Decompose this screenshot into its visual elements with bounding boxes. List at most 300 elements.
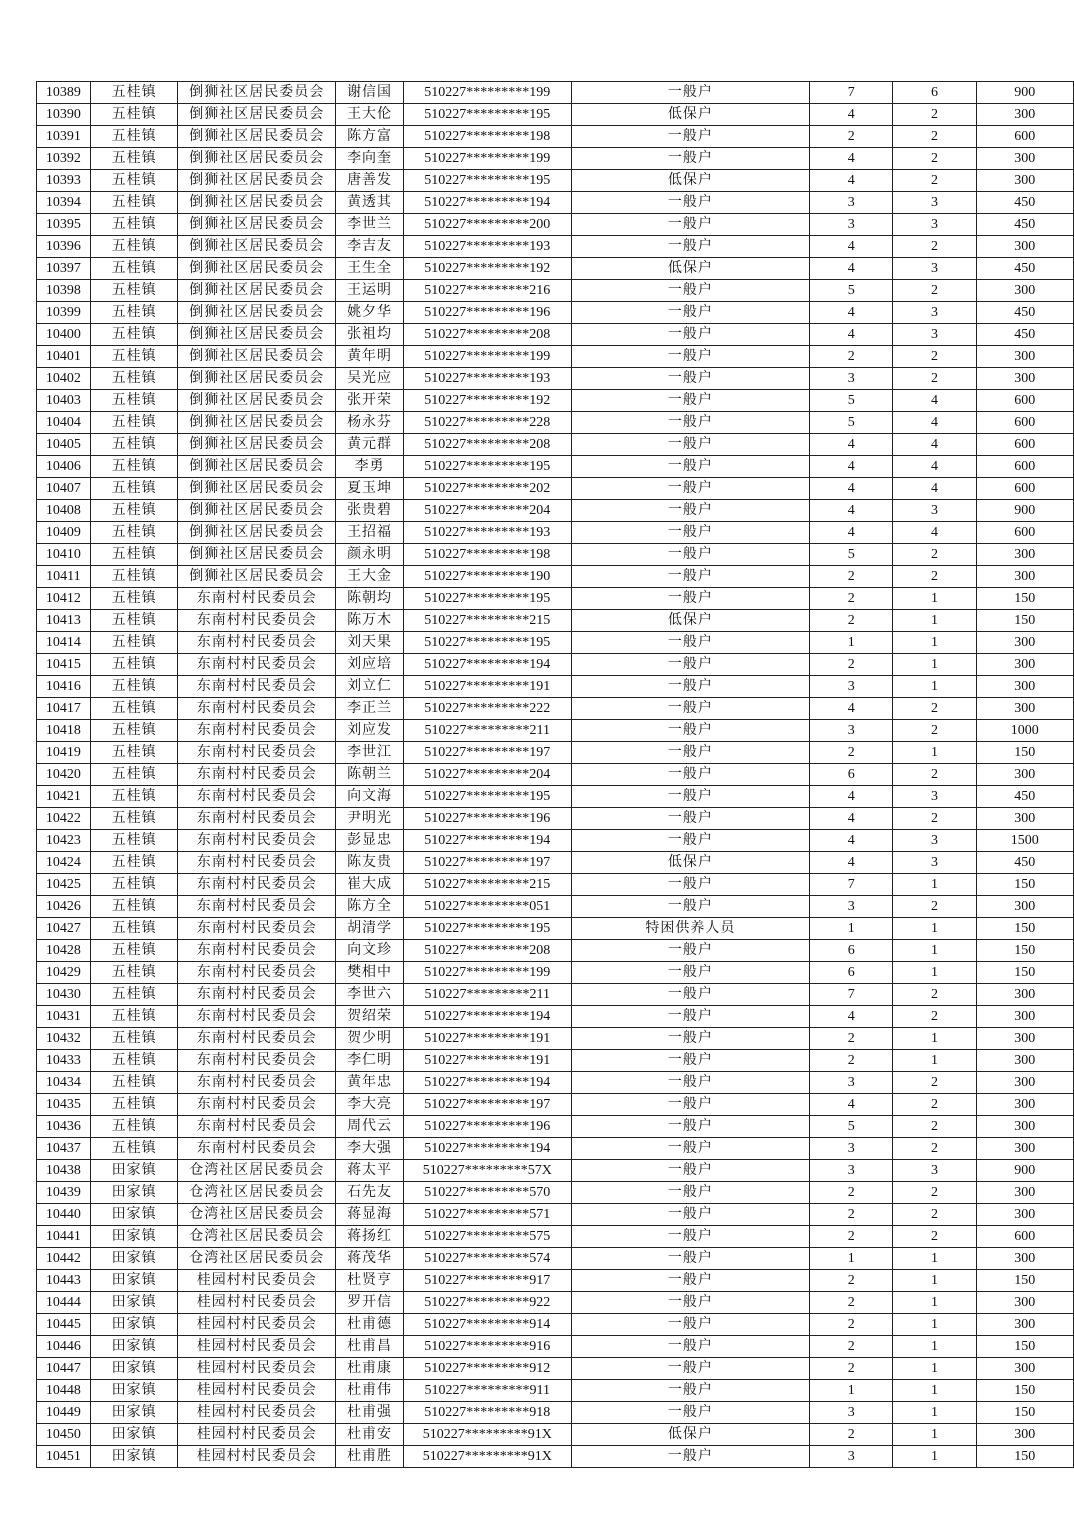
committee-cell: 倒狮社区居民委员会: [178, 82, 336, 104]
family-size-cell: 1: [810, 632, 893, 654]
amount-cell: 300: [976, 1182, 1073, 1204]
family-size-cell: 2: [810, 1226, 893, 1248]
amount-cell: 450: [976, 258, 1073, 280]
household-type-cell: 一般户: [571, 698, 810, 720]
household-type-cell: 一般户: [571, 1050, 810, 1072]
amount-cell: 300: [976, 1094, 1073, 1116]
count-cell: 1: [893, 1050, 976, 1072]
committee-cell: 东南村村民委员会: [178, 962, 336, 984]
committee-cell: 桂园村村民委员会: [178, 1336, 336, 1358]
count-cell: 1: [893, 610, 976, 632]
amount-cell: 300: [976, 280, 1073, 302]
amount-cell: 450: [976, 786, 1073, 808]
family-size-cell: 3: [810, 1072, 893, 1094]
amount-cell: 900: [976, 500, 1073, 522]
household-type-cell: 低保户: [571, 610, 810, 632]
id-number-cell: 510227*********199: [403, 82, 571, 104]
seq-no-cell: 10448: [37, 1380, 91, 1402]
seq-no-cell: 10429: [37, 962, 91, 984]
amount-cell: 600: [976, 522, 1073, 544]
table-row: [37, 786, 1074, 808]
town-cell: 田家镇: [90, 1292, 178, 1314]
amount-cell: 150: [976, 1380, 1073, 1402]
town-cell: 田家镇: [90, 1204, 178, 1226]
id-number-cell: 510227*********196: [403, 1116, 571, 1138]
committee-cell: 东南村村民委员会: [178, 918, 336, 940]
name-cell: 夏玉坤: [336, 478, 404, 500]
id-number-cell: 510227*********194: [403, 654, 571, 676]
table-row: [37, 368, 1074, 390]
family-size-cell: 2: [810, 346, 893, 368]
id-number-cell: 510227*********195: [403, 170, 571, 192]
town-cell: 五桂镇: [90, 610, 178, 632]
committee-cell: 倒狮社区居民委员会: [178, 192, 336, 214]
town-cell: 五桂镇: [90, 500, 178, 522]
seq-no-cell: 10411: [37, 566, 91, 588]
household-type-cell: 一般户: [571, 676, 810, 698]
table-row: [37, 104, 1074, 126]
committee-cell: 仓湾社区居民委员会: [178, 1248, 336, 1270]
name-cell: 杜甫德: [336, 1314, 404, 1336]
seq-no-cell: 10420: [37, 764, 91, 786]
seq-no-cell: 10390: [37, 104, 91, 126]
town-cell: 田家镇: [90, 1336, 178, 1358]
count-cell: 4: [893, 522, 976, 544]
id-number-cell: 510227*********918: [403, 1402, 571, 1424]
table-row: [37, 1424, 1074, 1446]
family-size-cell: 3: [810, 214, 893, 236]
household-type-cell: 一般户: [571, 1358, 810, 1380]
household-type-cell: 一般户: [571, 1336, 810, 1358]
committee-cell: 倒狮社区居民委员会: [178, 214, 336, 236]
seq-no-cell: 10447: [37, 1358, 91, 1380]
committee-cell: 东南村村民委员会: [178, 808, 336, 830]
id-number-cell: 510227*********912: [403, 1358, 571, 1380]
table-row: [37, 654, 1074, 676]
count-cell: 3: [893, 830, 976, 852]
family-size-cell: 1: [810, 1248, 893, 1270]
id-number-cell: 510227*********195: [403, 918, 571, 940]
table-row: [37, 346, 1074, 368]
count-cell: 2: [893, 126, 976, 148]
family-size-cell: 2: [810, 1336, 893, 1358]
town-cell: 五桂镇: [90, 742, 178, 764]
household-type-cell: 一般户: [571, 1160, 810, 1182]
amount-cell: 150: [976, 940, 1073, 962]
family-size-cell: 4: [810, 434, 893, 456]
town-cell: 五桂镇: [90, 1006, 178, 1028]
id-number-cell: 510227*********191: [403, 676, 571, 698]
count-cell: 4: [893, 412, 976, 434]
amount-cell: 300: [976, 236, 1073, 258]
name-cell: 黄透其: [336, 192, 404, 214]
id-number-cell: 510227*********916: [403, 1336, 571, 1358]
household-type-cell: 低保户: [571, 258, 810, 280]
id-number-cell: 510227*********196: [403, 808, 571, 830]
committee-cell: 桂园村村民委员会: [178, 1292, 336, 1314]
seq-no-cell: 10393: [37, 170, 91, 192]
household-type-cell: 低保户: [571, 170, 810, 192]
seq-no-cell: 10434: [37, 1072, 91, 1094]
town-cell: 五桂镇: [90, 412, 178, 434]
id-number-cell: 510227*********215: [403, 874, 571, 896]
town-cell: 五桂镇: [90, 170, 178, 192]
town-cell: 五桂镇: [90, 632, 178, 654]
family-size-cell: 3: [810, 192, 893, 214]
committee-cell: 东南村村民委员会: [178, 1028, 336, 1050]
count-cell: 3: [893, 324, 976, 346]
family-size-cell: 2: [810, 1204, 893, 1226]
table-row: [37, 258, 1074, 280]
household-type-cell: 一般户: [571, 1094, 810, 1116]
committee-cell: 东南村村民委员会: [178, 1072, 336, 1094]
seq-no-cell: 10422: [37, 808, 91, 830]
amount-cell: 150: [976, 874, 1073, 896]
seq-no-cell: 10449: [37, 1402, 91, 1424]
household-type-cell: 一般户: [571, 1380, 810, 1402]
count-cell: 1: [893, 1028, 976, 1050]
count-cell: 1: [893, 654, 976, 676]
town-cell: 田家镇: [90, 1182, 178, 1204]
name-cell: 黄年明: [336, 346, 404, 368]
household-type-cell: 一般户: [571, 896, 810, 918]
name-cell: 樊相中: [336, 962, 404, 984]
household-type-cell: 一般户: [571, 236, 810, 258]
seq-no-cell: 10399: [37, 302, 91, 324]
table-row: [37, 896, 1074, 918]
amount-cell: 300: [976, 1424, 1073, 1446]
count-cell: 1: [893, 1336, 976, 1358]
committee-cell: 倒狮社区居民委员会: [178, 544, 336, 566]
family-size-cell: 4: [810, 500, 893, 522]
town-cell: 五桂镇: [90, 346, 178, 368]
amount-cell: 150: [976, 1402, 1073, 1424]
town-cell: 五桂镇: [90, 984, 178, 1006]
count-cell: 2: [893, 170, 976, 192]
seq-no-cell: 10421: [37, 786, 91, 808]
seq-no-cell: 10437: [37, 1138, 91, 1160]
table-row: [37, 1292, 1074, 1314]
town-cell: 五桂镇: [90, 1116, 178, 1138]
amount-cell: 300: [976, 1248, 1073, 1270]
committee-cell: 桂园村村民委员会: [178, 1446, 336, 1468]
committee-cell: 桂园村村民委员会: [178, 1270, 336, 1292]
amount-cell: 600: [976, 434, 1073, 456]
household-type-cell: 一般户: [571, 214, 810, 236]
table-row: [37, 544, 1074, 566]
amount-cell: 900: [976, 82, 1073, 104]
family-size-cell: 3: [810, 896, 893, 918]
committee-cell: 倒狮社区居民委员会: [178, 456, 336, 478]
name-cell: 崔大成: [336, 874, 404, 896]
household-type-cell: 一般户: [571, 478, 810, 500]
town-cell: 五桂镇: [90, 676, 178, 698]
household-type-cell: 一般户: [571, 1226, 810, 1248]
table-row: [37, 390, 1074, 412]
committee-cell: 仓湾社区居民委员会: [178, 1226, 336, 1248]
count-cell: 1: [893, 1270, 976, 1292]
family-size-cell: 5: [810, 280, 893, 302]
name-cell: 陈方全: [336, 896, 404, 918]
count-cell: 1: [893, 918, 976, 940]
town-cell: 五桂镇: [90, 1094, 178, 1116]
count-cell: 2: [893, 368, 976, 390]
count-cell: 1: [893, 962, 976, 984]
household-type-cell: 一般户: [571, 1116, 810, 1138]
seq-no-cell: 10423: [37, 830, 91, 852]
committee-cell: 仓湾社区居民委员会: [178, 1204, 336, 1226]
household-type-cell: 低保户: [571, 104, 810, 126]
seq-no-cell: 10435: [37, 1094, 91, 1116]
household-type-cell: 一般户: [571, 148, 810, 170]
id-number-cell: 510227*********91X: [403, 1446, 571, 1468]
table-row: [37, 1204, 1074, 1226]
count-cell: 4: [893, 456, 976, 478]
town-cell: 五桂镇: [90, 896, 178, 918]
table-row: [37, 192, 1074, 214]
count-cell: 6: [893, 82, 976, 104]
count-cell: 2: [893, 236, 976, 258]
household-type-cell: 一般户: [571, 1006, 810, 1028]
town-cell: 五桂镇: [90, 874, 178, 896]
table-row: [37, 302, 1074, 324]
count-cell: 2: [893, 1072, 976, 1094]
seq-no-cell: 10389: [37, 82, 91, 104]
family-size-cell: 2: [810, 1028, 893, 1050]
family-size-cell: 6: [810, 962, 893, 984]
household-type-cell: 一般户: [571, 412, 810, 434]
family-size-cell: 6: [810, 764, 893, 786]
name-cell: 张开荣: [336, 390, 404, 412]
table-row: [37, 1116, 1074, 1138]
id-number-cell: 510227*********216: [403, 280, 571, 302]
table-row: [37, 874, 1074, 896]
amount-cell: 300: [976, 1138, 1073, 1160]
table-row: [37, 82, 1074, 104]
count-cell: 2: [893, 1226, 976, 1248]
count-cell: 3: [893, 500, 976, 522]
table-row: [37, 214, 1074, 236]
town-cell: 五桂镇: [90, 566, 178, 588]
committee-cell: 东南村村民委员会: [178, 698, 336, 720]
amount-cell: 300: [976, 896, 1073, 918]
seq-no-cell: 10424: [37, 852, 91, 874]
family-size-cell: 3: [810, 1446, 893, 1468]
seq-no-cell: 10414: [37, 632, 91, 654]
town-cell: 五桂镇: [90, 588, 178, 610]
seq-no-cell: 10404: [37, 412, 91, 434]
seq-no-cell: 10445: [37, 1314, 91, 1336]
table-row: [37, 940, 1074, 962]
id-number-cell: 510227*********197: [403, 1094, 571, 1116]
table-row: [37, 566, 1074, 588]
name-cell: 王大金: [336, 566, 404, 588]
name-cell: 张祖均: [336, 324, 404, 346]
name-cell: 吴光应: [336, 368, 404, 390]
seq-no-cell: 10410: [37, 544, 91, 566]
amount-cell: 150: [976, 610, 1073, 632]
seq-no-cell: 10402: [37, 368, 91, 390]
amount-cell: 300: [976, 808, 1073, 830]
seq-no-cell: 10394: [37, 192, 91, 214]
household-type-cell: 一般户: [571, 1446, 810, 1468]
count-cell: 1: [893, 1358, 976, 1380]
family-size-cell: 4: [810, 698, 893, 720]
committee-cell: 倒狮社区居民委员会: [178, 434, 336, 456]
household-type-cell: 一般户: [571, 984, 810, 1006]
family-size-cell: 3: [810, 368, 893, 390]
id-number-cell: 510227*********196: [403, 302, 571, 324]
household-type-cell: 一般户: [571, 874, 810, 896]
seq-no-cell: 10408: [37, 500, 91, 522]
town-cell: 田家镇: [90, 1314, 178, 1336]
table-row: [37, 1446, 1074, 1468]
committee-cell: 东南村村民委员会: [178, 588, 336, 610]
seq-no-cell: 10403: [37, 390, 91, 412]
table-row: [37, 1094, 1074, 1116]
amount-cell: 300: [976, 676, 1073, 698]
committee-cell: 东南村村民委员会: [178, 610, 336, 632]
count-cell: 1: [893, 1292, 976, 1314]
family-size-cell: 2: [810, 1270, 893, 1292]
household-type-cell: 一般户: [571, 830, 810, 852]
household-type-cell: 一般户: [571, 1072, 810, 1094]
family-size-cell: 2: [810, 588, 893, 610]
count-cell: 2: [893, 764, 976, 786]
name-cell: 李吉友: [336, 236, 404, 258]
town-cell: 五桂镇: [90, 764, 178, 786]
household-type-cell: 一般户: [571, 456, 810, 478]
family-size-cell: 2: [810, 1424, 893, 1446]
table-row: [37, 1270, 1074, 1292]
family-size-cell: 4: [810, 1006, 893, 1028]
seq-no-cell: 10439: [37, 1182, 91, 1204]
table-row: [37, 280, 1074, 302]
count-cell: 1: [893, 676, 976, 698]
committee-cell: 倒狮社区居民委员会: [178, 566, 336, 588]
name-cell: 谢信国: [336, 82, 404, 104]
id-number-cell: 510227*********211: [403, 984, 571, 1006]
id-number-cell: 510227*********208: [403, 940, 571, 962]
committee-cell: 东南村村民委员会: [178, 896, 336, 918]
town-cell: 五桂镇: [90, 192, 178, 214]
table-row: [37, 1226, 1074, 1248]
committee-cell: 东南村村民委员会: [178, 742, 336, 764]
seq-no-cell: 10405: [37, 434, 91, 456]
committee-cell: 东南村村民委员会: [178, 676, 336, 698]
town-cell: 五桂镇: [90, 148, 178, 170]
committee-cell: 倒狮社区居民委员会: [178, 412, 336, 434]
family-size-cell: 2: [810, 1358, 893, 1380]
id-number-cell: 510227*********191: [403, 1028, 571, 1050]
count-cell: 2: [893, 544, 976, 566]
name-cell: 刘应培: [336, 654, 404, 676]
amount-cell: 600: [976, 478, 1073, 500]
count-cell: 2: [893, 1006, 976, 1028]
household-type-cell: 一般户: [571, 1292, 810, 1314]
amount-cell: 150: [976, 962, 1073, 984]
amount-cell: 1500: [976, 830, 1073, 852]
seq-no-cell: 10430: [37, 984, 91, 1006]
count-cell: 1: [893, 940, 976, 962]
family-size-cell: 4: [810, 104, 893, 126]
family-size-cell: 4: [810, 456, 893, 478]
committee-cell: 东南村村民委员会: [178, 940, 336, 962]
seq-no-cell: 10413: [37, 610, 91, 632]
count-cell: 3: [893, 852, 976, 874]
name-cell: 陈朝均: [336, 588, 404, 610]
committee-cell: 东南村村民委员会: [178, 1116, 336, 1138]
household-type-cell: 一般户: [571, 720, 810, 742]
name-cell: 王生全: [336, 258, 404, 280]
name-cell: 向文海: [336, 786, 404, 808]
committee-cell: 东南村村民委员会: [178, 1094, 336, 1116]
count-cell: 2: [893, 1116, 976, 1138]
family-size-cell: 4: [810, 830, 893, 852]
seq-no-cell: 10416: [37, 676, 91, 698]
count-cell: 4: [893, 434, 976, 456]
name-cell: 李正兰: [336, 698, 404, 720]
seq-no-cell: 10426: [37, 896, 91, 918]
id-number-cell: 510227*********211: [403, 720, 571, 742]
name-cell: 王运明: [336, 280, 404, 302]
table-row: [37, 1138, 1074, 1160]
amount-cell: 450: [976, 214, 1073, 236]
count-cell: 1: [893, 632, 976, 654]
amount-cell: 300: [976, 170, 1073, 192]
committee-cell: 东南村村民委员会: [178, 764, 336, 786]
town-cell: 五桂镇: [90, 720, 178, 742]
amount-cell: 300: [976, 1050, 1073, 1072]
name-cell: 陈朝兰: [336, 764, 404, 786]
name-cell: 刘立仁: [336, 676, 404, 698]
amount-cell: 300: [976, 984, 1073, 1006]
table-row: [37, 478, 1074, 500]
name-cell: 杨永芬: [336, 412, 404, 434]
household-type-cell: 一般户: [571, 280, 810, 302]
committee-cell: 东南村村民委员会: [178, 1138, 336, 1160]
id-number-cell: 510227*********199: [403, 148, 571, 170]
id-number-cell: 510227*********57X: [403, 1160, 571, 1182]
household-type-cell: 一般户: [571, 786, 810, 808]
count-cell: 1: [893, 588, 976, 610]
town-cell: 五桂镇: [90, 962, 178, 984]
id-number-cell: 510227*********574: [403, 1248, 571, 1270]
family-size-cell: 1: [810, 1380, 893, 1402]
id-number-cell: 510227*********192: [403, 390, 571, 412]
count-cell: 2: [893, 566, 976, 588]
amount-cell: 300: [976, 1028, 1073, 1050]
household-type-cell: 一般户: [571, 940, 810, 962]
count-cell: 2: [893, 1182, 976, 1204]
committee-cell: 倒狮社区居民委员会: [178, 236, 336, 258]
name-cell: 杜甫昌: [336, 1336, 404, 1358]
id-number-cell: 510227*********91X: [403, 1424, 571, 1446]
amount-cell: 300: [976, 1292, 1073, 1314]
count-cell: 3: [893, 214, 976, 236]
town-cell: 五桂镇: [90, 280, 178, 302]
household-type-cell: 一般户: [571, 1204, 810, 1226]
town-cell: 田家镇: [90, 1380, 178, 1402]
table-row: [37, 1160, 1074, 1182]
committee-cell: 东南村村民委员会: [178, 654, 336, 676]
name-cell: 贺少明: [336, 1028, 404, 1050]
amount-cell: 1000: [976, 720, 1073, 742]
name-cell: 尹明光: [336, 808, 404, 830]
id-number-cell: 510227*********575: [403, 1226, 571, 1248]
household-type-cell: 一般户: [571, 588, 810, 610]
committee-cell: 倒狮社区居民委员会: [178, 258, 336, 280]
